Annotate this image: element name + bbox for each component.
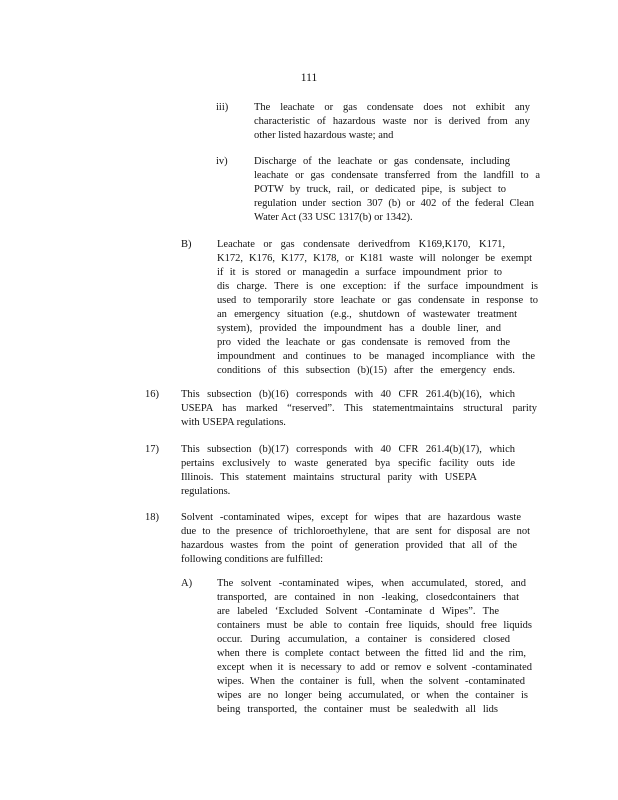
text-line: Water Act (33 USC 1317(b) or 1342). [254,212,413,223]
item-text [217,577,532,717]
text-line: pertains exclusively to waste generated bya specific facility outs ide [181,458,515,469]
text-line: with USEPA regulations. [181,417,286,428]
text-line: Leachate or gas condensate derivedfrom K169,K170, K171, [217,239,505,250]
text-line: when there is complete contact between the fitted lid and the rim, [217,648,526,659]
text-line: wipes are no longer being accumulated, or when the container is [217,690,528,701]
text-line: dis charge. There is one exception: if the surface impoundment is [217,281,538,292]
text-line: This subsection (b)(17) corresponds with 40 CFR 261.4(b)(17), which [181,444,515,455]
text-line: containers must be able to contain free liquids, should free liquids [217,620,532,631]
text-line: regulations. [181,486,231,497]
text-line: other listed hazardous waste; and [254,130,394,141]
item-label: 16) [145,389,159,400]
item-text [181,511,530,567]
text-line: POTW by truck, rail, or dedicated pipe, is subject to [254,184,506,195]
text-line: USEPA has marked “reserved”. This statementmaintains structural parity [181,403,537,414]
text-line: Solvent -contaminated wipes, except for wipes that are hazardous waste [181,512,521,523]
item-text [254,155,540,225]
text-line: pro vided the leachate or gas condensate is removed from the [217,337,510,348]
item-label: iii) [216,102,229,113]
item-text [217,238,538,378]
text-line: following conditions are fulfilled: [181,554,324,565]
text-line: system), provided the impoundment has a double liner, and [217,323,501,334]
text-line: leachate or gas condensate transferred from the landfill to a [254,170,540,181]
item-text [181,388,537,430]
text-line: an emergency situation (e.g., shutdown of wastewater treatment [217,309,517,320]
item-text [181,443,515,499]
item-label: 18) [145,512,159,523]
text-line: wipes. When the container is full, when the solvent -contaminated [217,676,525,687]
text-line: characteristic of hazardous waste nor is derived from any [254,116,530,127]
text-line: are labeled ‘Excluded Solvent -Contaminate d Wipes”. The [217,606,499,617]
text-line: conditions of this subsection (b)(15) after the emergency ends. [217,365,515,376]
text-line: This subsection (b)(16) corresponds with 40 CFR 261.4(b)(16), which [181,389,515,400]
item-label: B) [181,239,192,250]
text-line: Discharge of the leachate or gas condensate, including [254,156,510,167]
text-line: transported, are contained in non -leaking, closedcontainers that [217,592,519,603]
text-line: being transported, the container must be sealedwith all lids [217,704,498,715]
text-line: The leachate or gas condensate does not exhibit any [254,102,530,113]
text-line: impoundment and continues to be managed incompliance with the [217,351,535,362]
text-line: occur. During accumulation, a container is considered closed [217,634,510,645]
text-line: except when it is necessary to add or remov e solvent -contaminated [217,662,532,673]
text-line: due to the presence of trichloroethylene, that are sent for disposal are not [181,526,530,537]
item-label: 17) [145,444,159,455]
text-line: The solvent -contaminated wipes, when accumulated, stored, and [217,578,526,589]
page-number: 111 [300,72,318,84]
text-line: regulation under section 307 (b) or 402 of the federal Clean [254,198,534,209]
item-label: iv) [216,156,228,167]
text-line: hazardous wastes from the point of generation provided that all of the [181,540,517,551]
item-label: A) [181,578,193,589]
text-line: Illinois. This statement maintains structural parity with USEPA [181,472,477,483]
text-line: if it is stored or managedin a surface impoundment prior to [217,267,502,278]
item-text [254,101,530,143]
text-line: used to temporarily store leachate or gas condensate in response to [217,295,538,306]
text-line: K172, K176, K177, K178, or K181 waste will nolonger be exempt [217,253,532,264]
